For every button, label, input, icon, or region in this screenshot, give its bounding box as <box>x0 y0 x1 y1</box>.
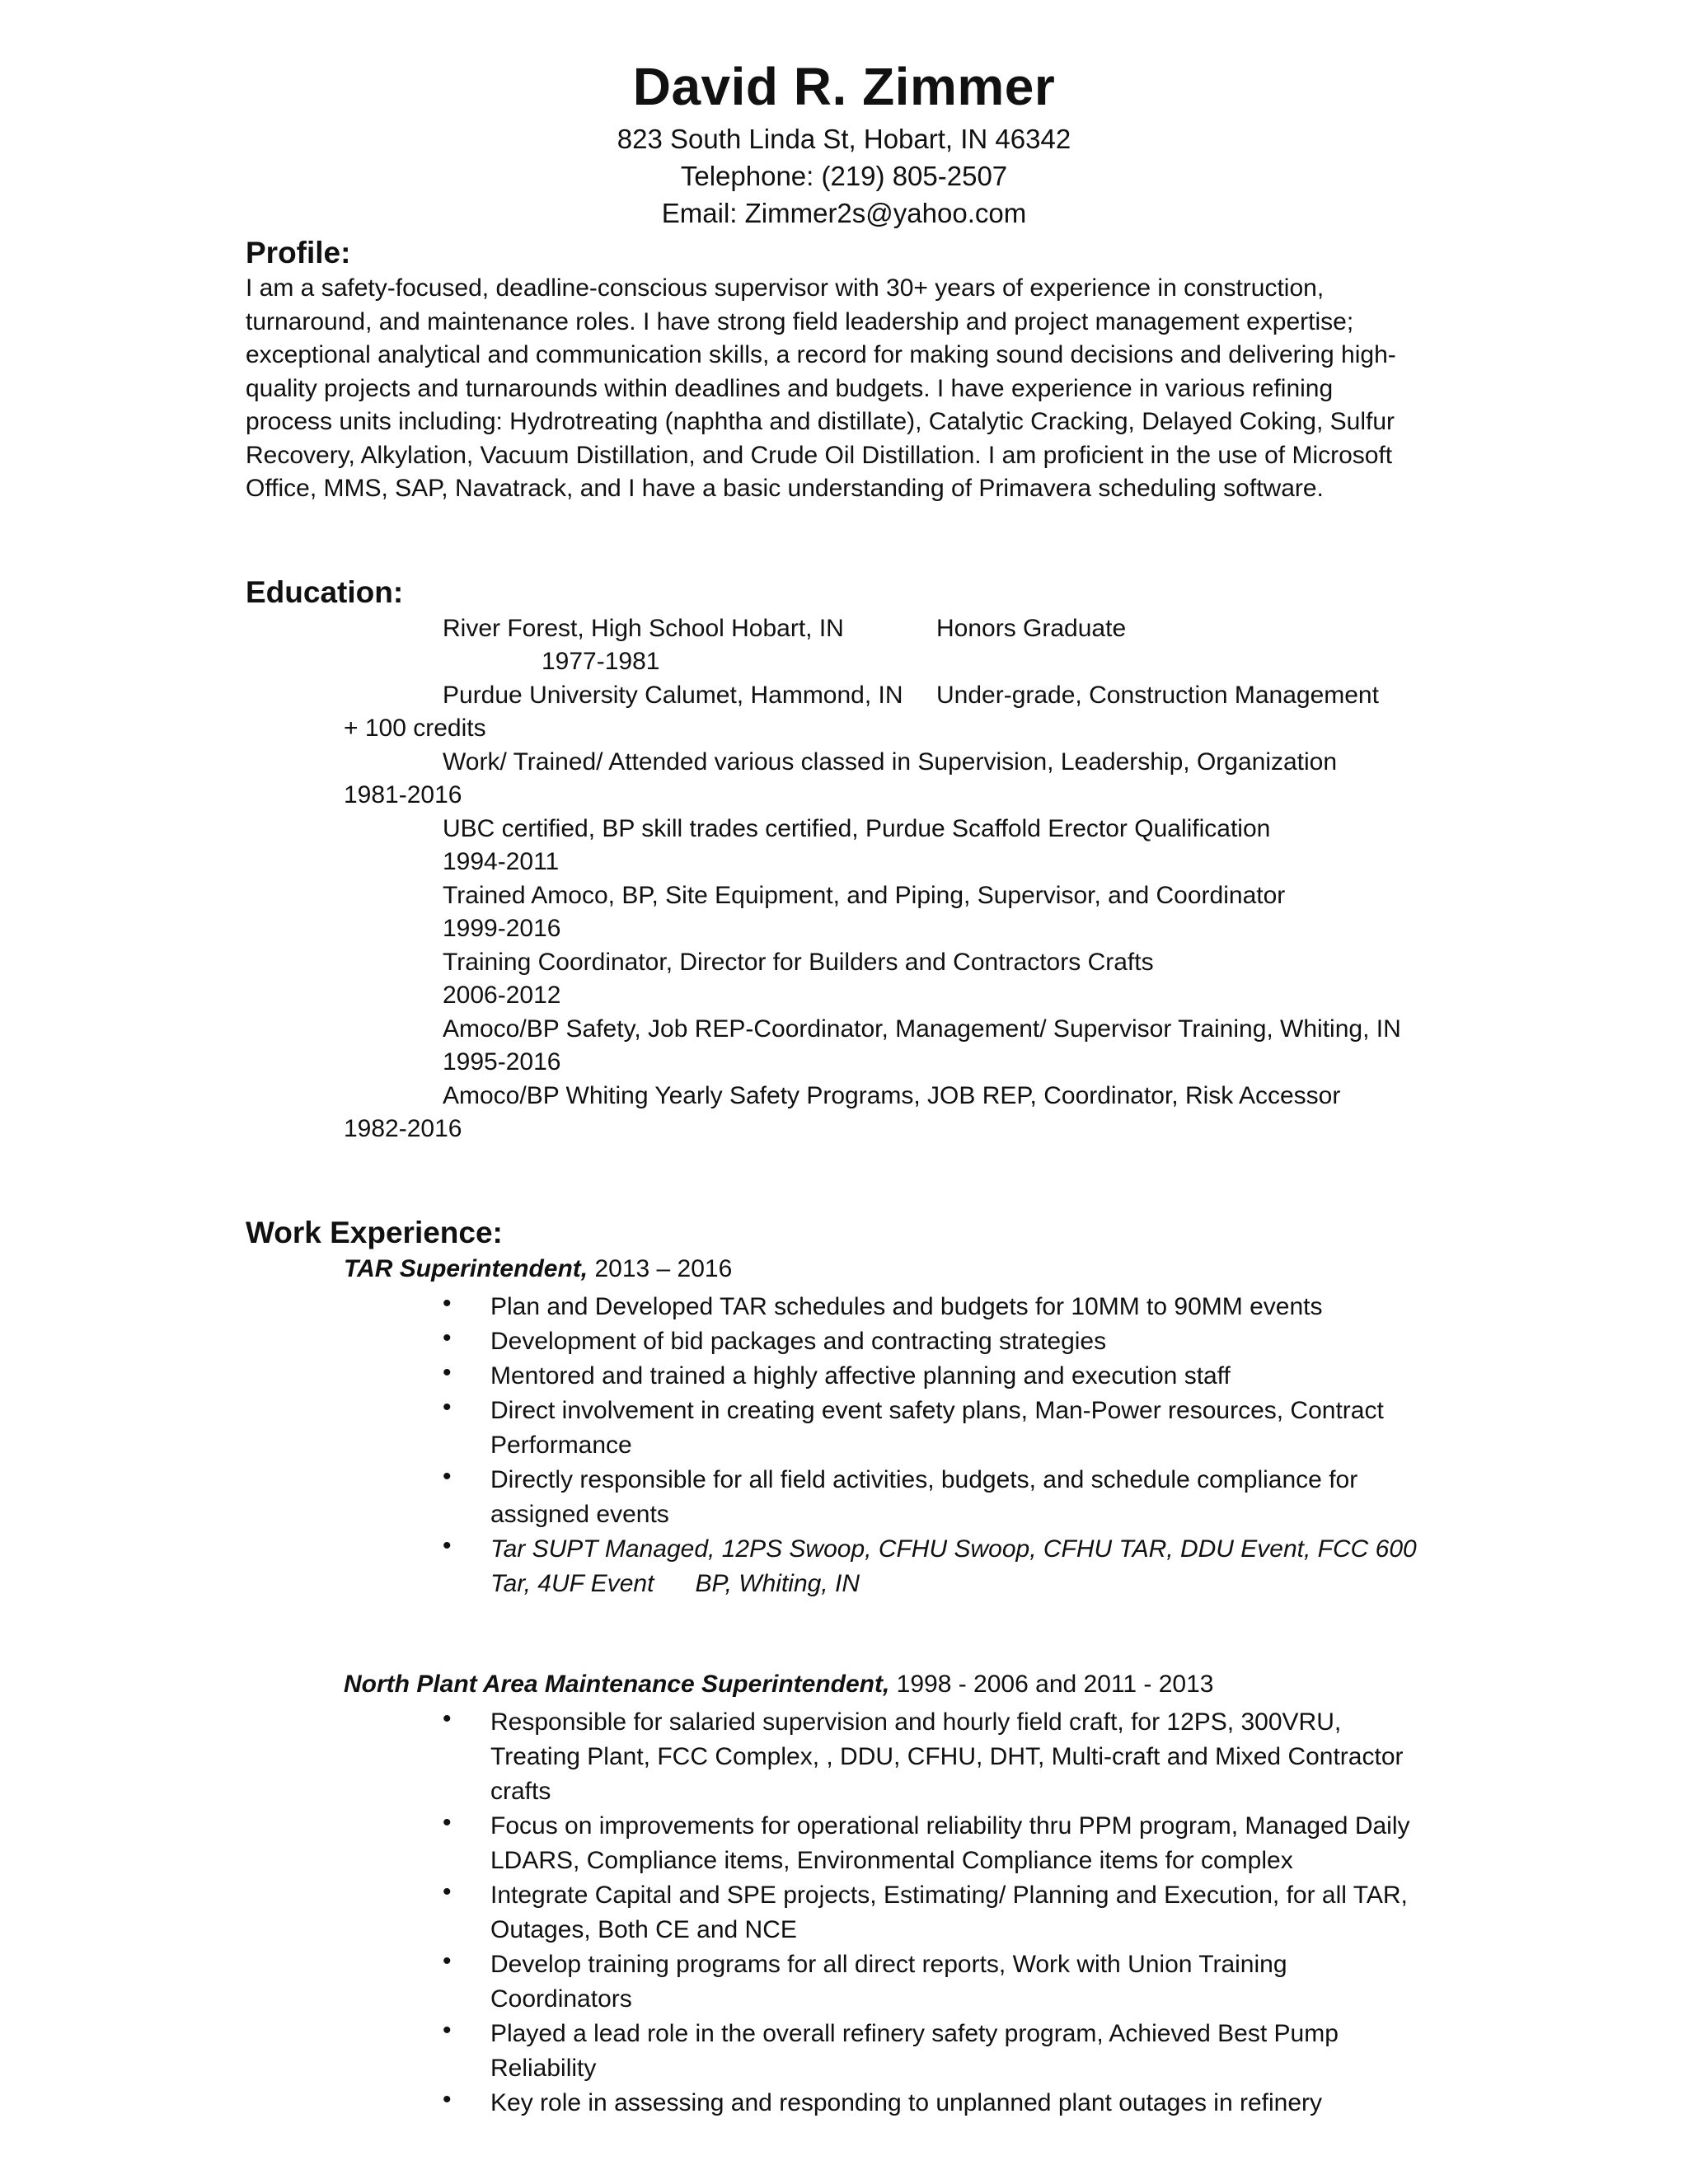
job-bullet: Plan and Developed TAR schedules and budgets for 10MM to 90MM events <box>490 1293 1323 1320</box>
job-bullet: Development of bid packages and contracting strategies <box>490 1328 1107 1355</box>
candidate-name: David R. Zimmer <box>632 57 1056 116</box>
bullet-icon: • <box>443 1878 452 1905</box>
education-line: River Forest, High School Hobart, IN <box>443 615 844 642</box>
bullet-icon: • <box>443 2086 452 2113</box>
bullet-icon: • <box>443 1532 452 1559</box>
bullet-icon: • <box>443 1394 452 1421</box>
job-bullet: Played a lead role in the overall refinery safety program, Achieved Best Pump Reliability <box>490 2020 1339 2082</box>
contact-email: Email: Zimmer2s@yahoo.com <box>661 198 1027 228</box>
work-heading: Work Experience: <box>246 1216 503 1249</box>
job-bullet: Responsible for salaried supervision and hourly field craft, for 12PS, 300VRU, Treating Plant, FCC Complex, , DDU, CFHU, DHT, Multi-craft and Mixed Contractor crafts <box>490 1708 1404 1805</box>
education-line: 1982-2016 <box>344 1115 462 1142</box>
job-bullet: Integrate Capital and SPE projects, Estimating/ Planning and Execution, for all TAR, Outages, Both CE and NCE <box>490 1882 1408 1943</box>
education-line: Under-grade, Construction Management <box>936 682 1379 709</box>
education-line: UBC certified, BP skill trades certified, Purdue Scaffold Erector Qualification <box>443 815 1271 842</box>
education-line: + 100 credits <box>344 715 486 742</box>
education-line: Amoco/BP Safety, Job REP-Coordinator, Management/ Supervisor Training, Whiting, IN <box>443 1015 1401 1043</box>
education-line: 1977-1981 <box>542 648 660 675</box>
education-line: Trained Amoco, BP, Site Equipment, and Piping, Supervisor, and Coordinator <box>443 882 1286 909</box>
job-title: TAR Superintendent, <box>344 1255 588 1282</box>
education-line: 1981-2016 <box>344 781 462 808</box>
job-dates: 2013 – 2016 <box>588 1255 733 1282</box>
job-title-line <box>344 1255 732 1283</box>
bullet-icon: • <box>443 1290 452 1317</box>
education-line: 2006-2012 <box>443 982 561 1009</box>
job-bullet: Direct involvement in creating event safety plans, Man-Power resources, Contract Performance <box>490 1397 1384 1459</box>
contact-address: 823 South Linda St, Hobart, IN 46342 <box>617 124 1071 154</box>
bullet-icon: • <box>443 1705 452 1732</box>
bullet-icon: • <box>443 1324 452 1352</box>
education-line: 1995-2016 <box>443 1048 561 1076</box>
job-bullet: Focus on improvements for operational reliability thru PPM program, Managed Daily LDARS, Compliance items, Environmental Compliance items for complex <box>490 1812 1410 1874</box>
education-line: Purdue University Calumet, Hammond, IN <box>443 682 903 709</box>
job-bullet: Develop training programs for all direct reports, Work with Union Training Coordinators <box>490 1951 1287 2013</box>
education-line: 1999-2016 <box>443 915 561 942</box>
education-line: Amoco/BP Whiting Yearly Safety Programs, JOB REP, Coordinator, Risk Accessor <box>443 1082 1341 1109</box>
job-bullet: Key role in assessing and responding to unplanned plant outages in refinery <box>490 2089 1323 2116</box>
bullet-icon: • <box>443 1359 452 1386</box>
education-line: 1994-2011 <box>443 848 560 875</box>
education-line: Honors Graduate <box>936 615 1127 642</box>
bullet-icon: • <box>443 1463 452 1490</box>
bullet-icon: • <box>443 1809 452 1836</box>
education-line: Work/ Trained/ Attended various classed in Supervision, Leadership, Organization <box>443 748 1338 776</box>
education-heading: Education: <box>246 575 404 609</box>
job-dates: 1998 - 2006 and 2011 - 2013 <box>889 1671 1214 1698</box>
education-line: Training Coordinator, Director for Builders and Contractors Crafts <box>443 949 1154 976</box>
job-bullet: Mentored and trained a highly affective planning and execution staff <box>490 1362 1231 1390</box>
job-title: North Plant Area Maintenance Superintendent, <box>344 1671 890 1698</box>
job-bullet: Tar SUPT Managed, 12PS Swoop, CFHU Swoop, CFHU TAR, DDU Event, FCC 600 Tar, 4UF Event BP, Whiting, IN <box>490 1535 1424 1597</box>
job-bullet: Directly responsible for all field activities, budgets, and schedule compliance for assigned events <box>490 1466 1358 1528</box>
bullet-icon: • <box>443 1947 452 1975</box>
bullet-icon: • <box>443 2017 452 2044</box>
profile-text: I am a safety-focused, deadline-conscious supervisor with 30+ years of experience in construction, turnaround, and maintenance roles. I have strong field leadership and project management expertise; exceptional analytical and communication skills, a record for making sound decisions and delivering high-quality projects and turnarounds within deadlines and budgets. I have experience in various refining process units including: Hydrotreating (naphtha and distillate), Catalytic Cracking, Delayed Coking, Sulfur Recovery, Alkylation, Vacuum Distillation, and Crude Oil Distillation. I am proficient in the use of Microsoft Office, MMS, SAP, Navatrack, and I have a basic understanding of Primavera scheduling software. <box>246 274 1396 502</box>
job-title-line <box>344 1671 1213 1699</box>
contact-telephone: Telephone: (219) 805-2507 <box>680 161 1008 191</box>
profile-heading: Profile: <box>246 236 351 269</box>
